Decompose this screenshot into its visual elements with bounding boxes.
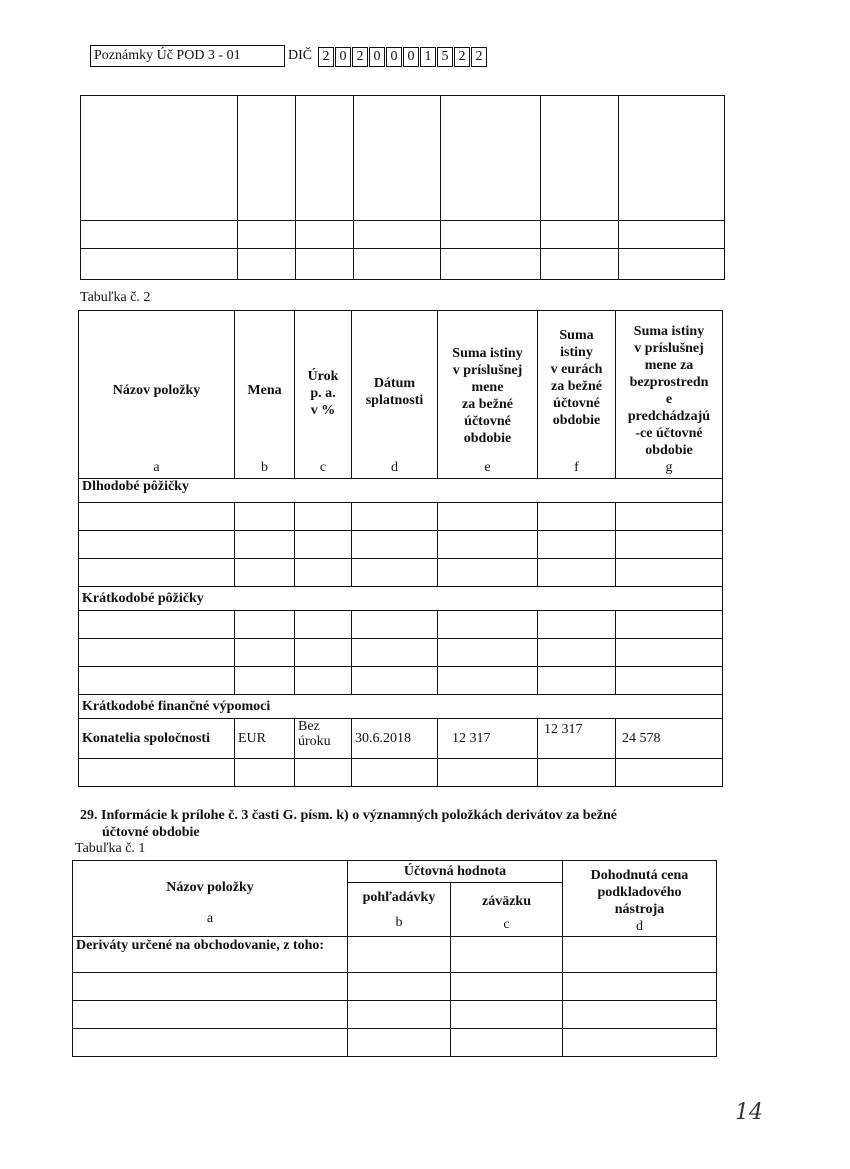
row-currency: EUR [235,719,295,759]
section-short-term-loans: Krátkodobé pôžičky [79,587,723,611]
dic-digit-box: 2 [454,47,470,67]
col-header-b: Mena b [235,311,295,479]
derivatives-table [72,860,717,1057]
col-header-e: Suma istiny v príslušnej mene za bežné účtovné obdobie e [438,311,538,479]
row-amount-eur: 12 317 [538,719,616,759]
page-number: 14 [735,1100,763,1125]
col-header-price: Dohodnutá cena podkladového nástroja d [563,861,717,937]
dic-digit-box: 1 [420,47,436,67]
col-header-a: Názov položky a [79,311,235,479]
dic-digit-box: 2 [471,47,487,67]
dic-digit-box: 0 [403,47,419,67]
col-header-receivables: pohľadávky b [348,883,451,937]
form-label-box: Poznámky Úč POD 3 - 01 [90,45,285,67]
dic-digit-box: 2 [352,47,368,67]
section-financial-aid: Krátkodobé finančné výpomoci [79,695,723,719]
row-amount-previous: 24 578 [616,719,723,759]
derivatives-row-label: Deriváty určené na obchodovanie, z toho: [73,937,348,973]
dic-label: DIČ [288,48,313,63]
table1-caption: Tabuľka č. 1 [75,841,146,856]
table-row [79,719,723,759]
table2-caption: Tabuľka č. 2 [80,290,151,305]
row-name: Konatelia spoločnosti [79,719,235,759]
row-due-date: 30.6.2018 [352,719,438,759]
loans-table [78,310,723,787]
dic-digit-box: 0 [386,47,402,67]
section-long-term-loans: Dlhodobé pôžičky [79,479,723,503]
col-header-g: Suma istiny v príslušnej mene za bezprostredn e predchádzajú -ce účtovné obdobie g [616,311,723,479]
section29-title: 29. Informácie k prílohe č. 3 časti G. písm. k) o významných položkách derivátov za bežné účtovné obdobie [80,808,618,840]
dic-digit-box: 2 [318,47,334,67]
col-header-payables: záväzku c [451,883,563,937]
dic-digit-box: 5 [437,47,453,67]
row-amount-current: 12 317 [438,719,538,759]
col-header-name: Názov položky a [73,861,348,937]
dic-digit-box: 0 [335,47,351,67]
col-header-d: Dátum splatnosti d [352,311,438,479]
row-interest: Bez úroku [295,719,352,759]
col-header-book-value: Účtovná hodnota [348,861,563,883]
dic-digit-box: 0 [369,47,385,67]
continuation-table [80,95,725,280]
col-header-c: Úrok p. a. v % c [295,311,352,479]
col-header-f: Suma istiny v eurách za bežné účtovné obdobie f [538,311,616,479]
